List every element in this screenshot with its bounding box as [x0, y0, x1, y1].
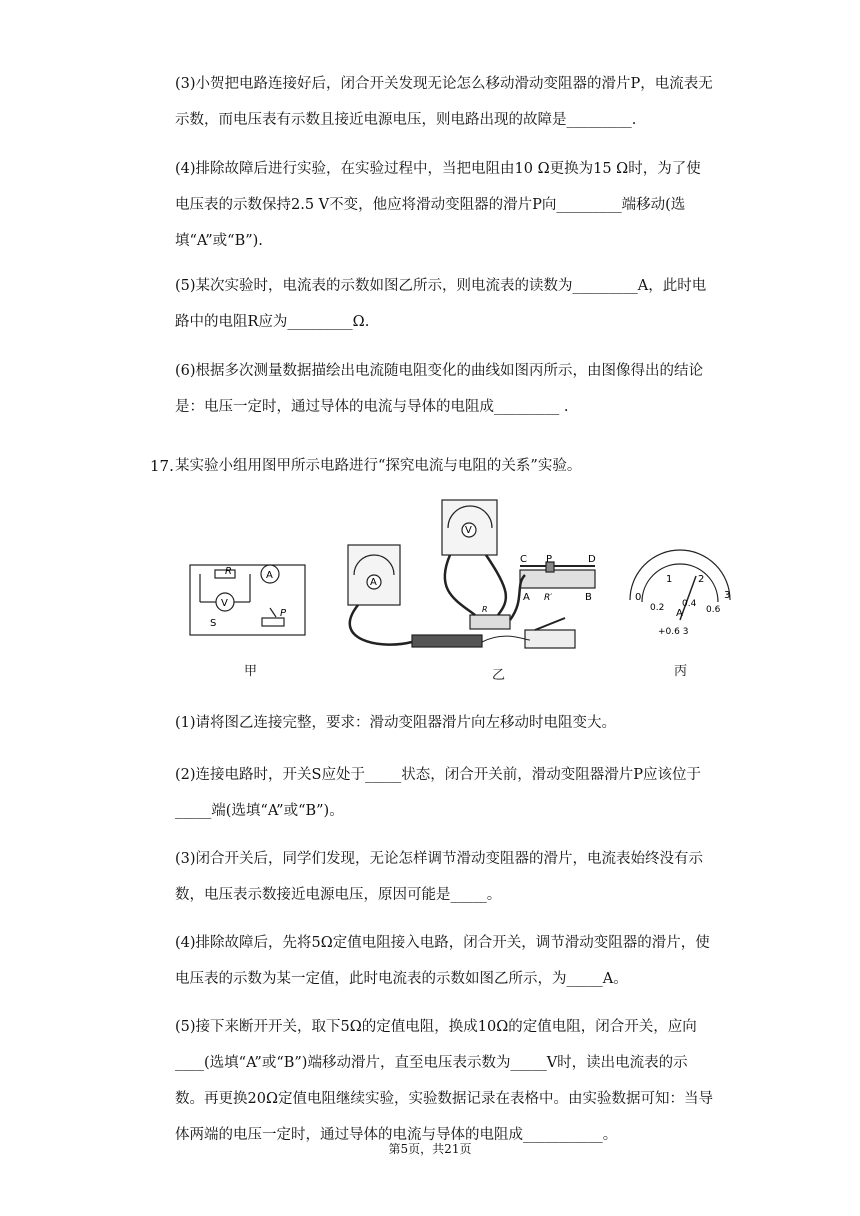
q17-part2: (2)连接电路时，开关S应处于_____状态，闭合开关前，滑动变阻器滑片P应该位于_____端(选填“A”或“B”)。	[175, 767, 701, 819]
question-stem: 某实验小组用图甲所示电路进行“探究电流与电阻的关系”实验。	[175, 458, 582, 474]
circuit-figures	[180, 490, 760, 680]
q16-part3: (3)小贺把电路连接好后，闭合开关发现无论怎么移动滑动变阻器的滑片P，电流表无示数，而电压表有示数且接近电源电压，则电路出现的故障是_________.	[175, 76, 713, 128]
ammeter-label: A	[370, 577, 377, 588]
rheostat-label-B: B	[585, 592, 592, 603]
figure-label-bing: 丙	[674, 664, 688, 679]
dial-scale-3: 3	[724, 590, 731, 601]
schematic-jia	[190, 565, 305, 635]
schematic-label-A: A	[266, 570, 273, 581]
dial-scale-02: 0.2	[650, 603, 665, 613]
dial-scale-0: 0	[635, 592, 642, 603]
dial-scale-06: 0.6	[706, 605, 721, 615]
schematic-label-R: R	[225, 566, 232, 577]
q17-part3: (3)闭合开关后，同学们发现，无论怎样调节滑动变阻器的滑片，电流表始终没有示数，电压表示数接近电源电压，原因可能是_____。	[175, 851, 704, 903]
q16-part5: (5)某次实验时，电流表的示数如图乙所示，则电流表的读数为_________A，此时电路中的电阻R应为_________Ω.	[175, 278, 707, 330]
q16-part4: (4)排除故障后进行实验，在实验过程中，当把电阻由10 Ω更换为15 Ω时，为了使电压表的示数保持2.5 V不变，他应将滑动变阻器的滑片P向_________端移动(选填“A”或“B”).	[175, 161, 701, 249]
q16-part6: (6)根据多次测量数据描绘出电流随电阻变化的曲线如图丙所示，由图像得出的结论是：电压一定时，通过导体的电流与导体的电阻成_________ .	[175, 363, 704, 415]
rheostat-label-Rprime: R′	[544, 593, 553, 603]
q17-part4: (4)排除故障后，先将5Ω定值电阻接入电路，闭合开关，调节滑动变阻器的滑片，使电压表的示数为某一定值，此时电流表的示数如图乙所示，为_____A。	[175, 935, 710, 987]
schematic-label-V: V	[221, 598, 228, 609]
q17-part1: (1)请将图乙连接完整，要求：滑动变阻器滑片向左移动时电阻变大。	[175, 715, 617, 731]
dial-scale-1: 1	[666, 574, 673, 585]
dial-terminals: +0.6 3	[658, 627, 689, 637]
dial-scale-2: 2	[698, 574, 705, 585]
question-number: 17.	[150, 457, 174, 475]
dial-scale-04: 0.4	[682, 599, 697, 609]
rheostat-label-C: C	[520, 554, 527, 565]
schematic-label-S: S	[210, 618, 217, 629]
page-footer: 第5页，共21页	[388, 1142, 472, 1156]
dial-label-A: A	[676, 608, 683, 619]
voltmeter-label: V	[465, 525, 472, 536]
rheostat-label-P: P	[546, 554, 553, 565]
figure-label-yi: 乙	[492, 668, 506, 683]
q17-part5: (5)接下来断开开关，取下5Ω的定值电阻，换成10Ω的定值电阻，闭合开关，应向____(选填“A”或“B”)端移动滑片，直至电压表示数为_____V时，读出电流表的示数。再更换20Ω定值电阻继续实验，实验数据记录在表格中。由实验数据可知：当导体两端的电压一定时，通过导体的电流与导体的电阻成___________。	[175, 1019, 713, 1143]
figure-label-jia: 甲	[244, 664, 258, 679]
rheostat-label-A: A	[523, 592, 530, 603]
resistor-label: R	[482, 605, 488, 614]
rheostat-label-D: D	[588, 554, 596, 565]
schematic-label-P: P	[280, 608, 287, 619]
apparatus-yi	[348, 500, 595, 648]
